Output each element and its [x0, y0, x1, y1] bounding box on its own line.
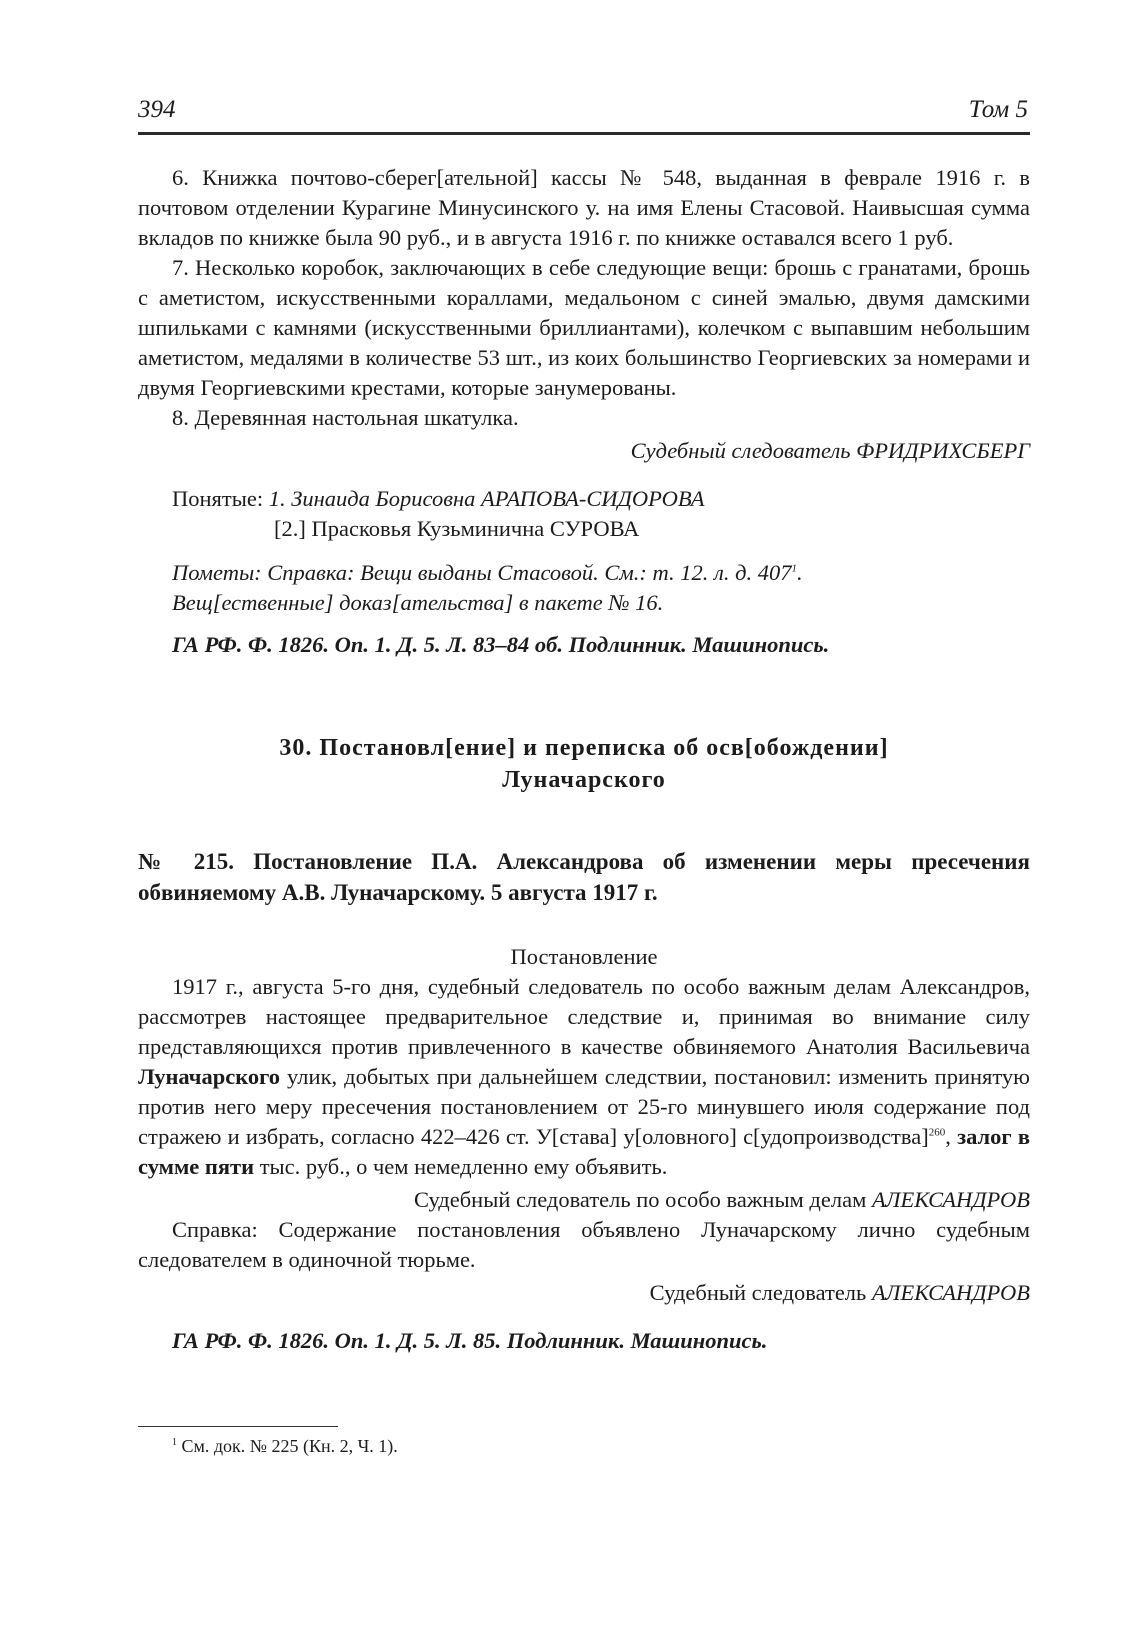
document-title: № 215. Постановление П.А. Александрова об изменении меры пресечения обвиняемому А.В. Луначарскому. 5 августа 1917 г. — [138, 849, 1030, 905]
signature-fridrikhsberg: Судебный следователь ФРИДРИХСБЕРГ — [630, 438, 1030, 463]
marks-line-2: Вещ[ественные] доказ[ательства] в пакете № 16. — [172, 590, 664, 615]
bail-amount: залог в сумме пяти — [138, 1124, 1031, 1179]
list-item-8: 8. Деревянная настольная шкатулка. — [172, 405, 519, 430]
witnesses-label: Понятые: — [172, 486, 269, 511]
page-body — [138, 163, 1030, 1356]
running-head — [138, 92, 1030, 135]
witnesses-first — [138, 484, 1030, 514]
witness-surova: [2.] Прасковья Кузьминична СУРОВА — [274, 516, 640, 541]
archive-reference-2: ГА РФ. Ф. 1826. Оп. 1. Д. 5. Л. 85. Подлинник. Машинопись. — [172, 1328, 768, 1353]
footnote-ref: 1 — [791, 562, 797, 575]
marks-line-1: Пометы: Справка: Вещи выданы Стасовой. См.: т. 12. л. д. $407^1$. — [172, 560, 803, 585]
witness-arapova: 1. Зинаида Борисовна АРАПОВА-СИДОРОВА — [268, 486, 705, 511]
section-title: 30. Постановл[ение] и переписка об осв[обождении] Луначарского — [279, 735, 889, 793]
list-item-6: 6. Книжка почтово-сберег[ательной] кассы № 548, выданная в феврале 1916 г. в почтовом отделении Курагине Минусинского у. на имя Елены Стасовой. Наивысшая сумма вкладов по книжке была 90 руб., и в августа 1916 г. по книжке оставался всего 1 руб. — [138, 165, 1030, 250]
name-lunacharsky: Луначарского — [138, 1064, 281, 1089]
endnote-ref: 260 — [928, 1126, 946, 1139]
footnote-divider — [138, 1426, 338, 1427]
signature-aleksandrov-1: Судебный следователь по особо важным делам АЛЕКСАНДРОВ — [414, 1187, 1030, 1212]
page-number: 394 — [138, 96, 176, 123]
resolution-text: 1917 г., августа 5-го дня, судебный следователь по особо важным делам Александров, рассмотрев настоящее предварительное следствие и, принимая во внимание силу представляющихся против привлеченного в качестве обвиняемого Анатолия Васильевича Луначарского улик, добытых при дальнейшем следствии, постановил: изменить принятую против него меру пресечения постановлением от 25-го минувшего июля содержание под стражею и избрать, согласно 422–426 ст. У[става] у[оловного] с[удопроизводства]$^{260}$, залог в сумме пяти тыс. руб., о чем немедленно ему объявить. — [138, 974, 1031, 1179]
document-kind: Постановление — [510, 944, 658, 969]
volume-label: Том 5 — [968, 96, 1028, 123]
archive-reference-1: ГА РФ. Ф. 1826. Оп. 1. Д. 5. Л. 83–84 об. Подлинник. Машинопись. — [172, 632, 830, 657]
note-text: Справка: Содержание постановления объявлено Луначарскому лично судебным следователем в одиночной тюрьме. — [138, 1217, 1030, 1272]
list-item-7: 7. Несколько коробок, заключающих в себе следующие вещи: брошь с гранатами, брошь с аметистом, искусственными кораллами, медальоном с синей эмалью, двумя дамскими шпильками с камнями (искусственными бриллиантами), колечком с выпавшим небольшим аметистом, медалями в количестве 53 шт., из коих большинство Георгиевских за номерами и двумя Георгиевскими крестами, которые занумерованы. — [138, 255, 1030, 400]
signature-aleksandrov-2: Судебный следователь АЛЕКСАНДРОВ — [649, 1280, 1030, 1305]
footnote: $^1$ См. док. № 225 (Кн. 2, Ч. 1). — [172, 1436, 398, 1456]
